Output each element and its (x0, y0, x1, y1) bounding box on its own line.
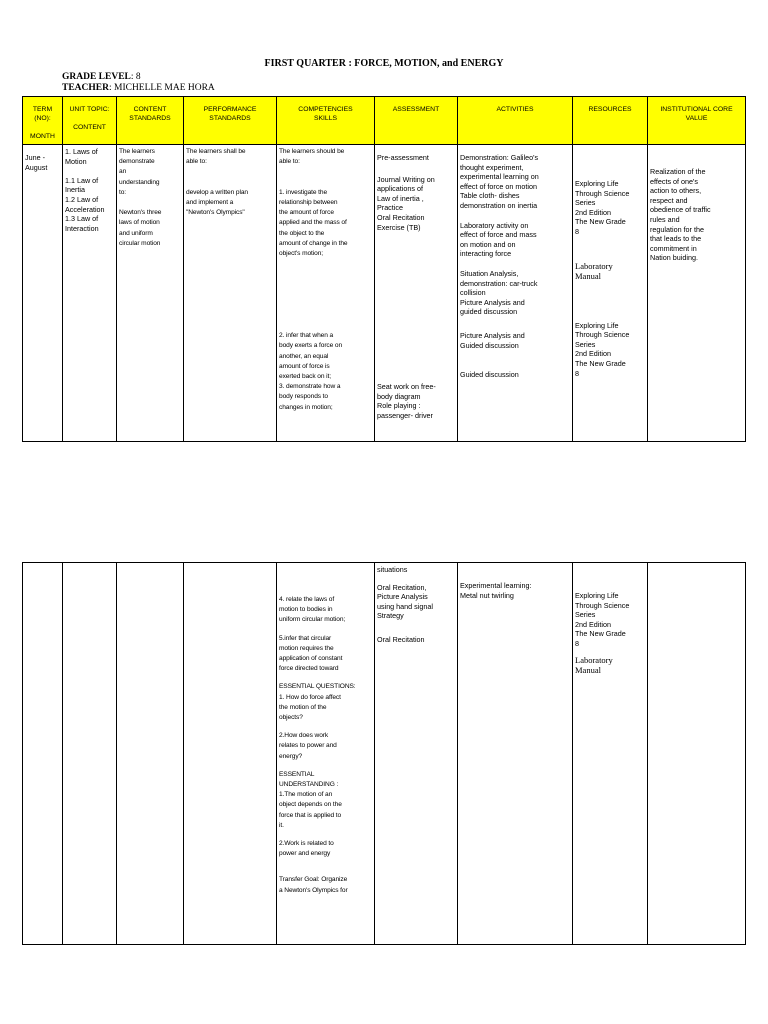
resources-cell (573, 145, 648, 442)
header-competencies: COMPETENCIES SKILLS (277, 97, 375, 145)
resource-book-1: Exploring Life Through Science Series 2nd Edition The New Grade 8 (575, 179, 630, 236)
assessment-cell (375, 145, 458, 442)
teacher-value: : MICHELLE MAE HORA (108, 83, 215, 93)
header-term: TERM (NO): MONTH (23, 97, 63, 145)
assessment-journal: Journal Writing on applications of Law of inertia , Practice Oral Recitation Exercise (TB) (377, 174, 435, 232)
core-value-cell-empty (648, 563, 746, 945)
curriculum-table-page2 (22, 562, 746, 945)
competency-4: 4. relate the laws of motion to bodies in uniform circular motion; (279, 596, 346, 624)
assessment-seatwork: Seat work on free- body diagram Role playing : passenger- driver (377, 382, 436, 420)
unit-topic-cell-empty (63, 563, 117, 945)
header-resources: RESOURCES (573, 97, 648, 145)
grade-level-value: : 8 (130, 72, 141, 82)
header-activities: ACTIVITIES (458, 97, 573, 145)
assessment-cell (375, 563, 458, 945)
table-row (23, 563, 746, 945)
essential-questions-title: ESSENTIAL QUESTIONS: (279, 683, 356, 691)
essential-understanding-title: ESSENTIAL UNDERSTANDING : (279, 770, 339, 789)
essential-question-2: 2.How does work relates to power and energy? (279, 732, 337, 760)
resource-lab-manual: Laboratory Manual (575, 654, 613, 675)
activity-demonstration: Demonstration: Galileo's thought experiment, experimental learning on effect of force on motion Table cloth- dishes demonstration on inertia (460, 153, 539, 210)
resource-book: Exploring Life Through Science Series 2nd Edition The New Grade 8 (575, 591, 630, 648)
header-performance-standards: PERFORMANCE STANDARDS (184, 97, 277, 145)
header-row (23, 97, 746, 145)
resource-lab-manual: Laboratory Manual (575, 260, 613, 281)
essential-understanding-2: 2.Work is related to power and energy (279, 840, 334, 858)
assessment-oral: Oral Recitation (377, 634, 425, 644)
resources-cell (573, 563, 648, 945)
table-row (23, 145, 746, 442)
assessment-situations: situations (377, 565, 408, 574)
performance-standards-cell: The learners shall be able to: develop a written plan and implement a "Newton's Olympics" (184, 145, 277, 442)
grade-level-line (62, 72, 141, 83)
competencies-cell (277, 145, 375, 442)
header-content-standards: CONTENT STANDARDS (117, 97, 184, 145)
activities-cell (458, 563, 573, 945)
term-cell-empty (23, 563, 63, 945)
resource-book-2: Exploring Life Through Science Series 2nd Edition The New Grade 8 (575, 320, 630, 378)
competency-2-3: 2. infer that when a body exerts a force on another, an equal amount of force is exerted back on it; 3. demonstrate how a body responds to changes in motion; (279, 332, 343, 411)
activity-experimental: Experimental learning: Metal nut twirling (460, 581, 532, 600)
grade-level-label: GRADE LEVEL (62, 72, 131, 82)
performance-standards-cell-empty (184, 563, 277, 945)
activities-cell (458, 145, 573, 442)
activity-laboratory: Laboratory activity on effect of force and mass on motion and on interacting force (460, 220, 537, 259)
curriculum-table-page1 (22, 96, 746, 442)
core-value-cell: Realization of the effects of one's action to others, respect and obedience of traffic rules and regulation for the that leads to the commitment in Nation buiding. (648, 145, 746, 442)
essential-question-1: 1. How do force affect the motion of the objects? (279, 693, 341, 722)
essential-understanding-1: 1.The motion of an object depends on the force that is applied to it. (279, 791, 342, 829)
header-assessment: ASSESSMENT (375, 97, 458, 145)
header-core-value: INSTITUTIONAL CORE VALUE (648, 97, 746, 145)
header-unit-topic: UNIT TOPIC: CONTENT (63, 97, 117, 145)
assessment-oral-picture: Oral Recitation, Picture Analysis using hand signal Strategy (377, 582, 433, 621)
page-title: FIRST QUARTER : FORCE, MOTION, and ENERGY (264, 58, 504, 69)
assessment-pre: Pre-assessment (377, 153, 429, 162)
term-cell: June - August (23, 145, 63, 442)
activity-situation: Situation Analysis, demonstration: car-truck collision Picture Analysis and guided discussion (460, 268, 538, 317)
activity-picture: Picture Analysis and Guided discussion (460, 330, 525, 350)
activity-guided: Guided discussion (460, 370, 519, 380)
competencies-cell (277, 563, 375, 945)
content-standards-cell-empty (117, 563, 184, 945)
unit-topic-cell: 1. Laws of Motion 1.1 Law of Inertia 1.2 Law of Acceleration 1.3 Law of Interaction (63, 145, 117, 442)
content-standards-cell: The learners demonstrate an understanding to: Newton's three laws of motion and uniform circular motion (117, 145, 184, 442)
teacher-line (62, 83, 215, 94)
teacher-label: TEACHER (62, 83, 109, 93)
transfer-goal: Transfer Goal: Organize a Newton's Olympics for (279, 876, 348, 894)
competency-5: 5.infer that circular motion requires the application of constant force directed toward (279, 634, 343, 673)
competency-1: The learners should be able to: 1. investigate the relationship between the amount of force applied and the mass of the object to the amount of change in the object's motion; (279, 148, 348, 258)
